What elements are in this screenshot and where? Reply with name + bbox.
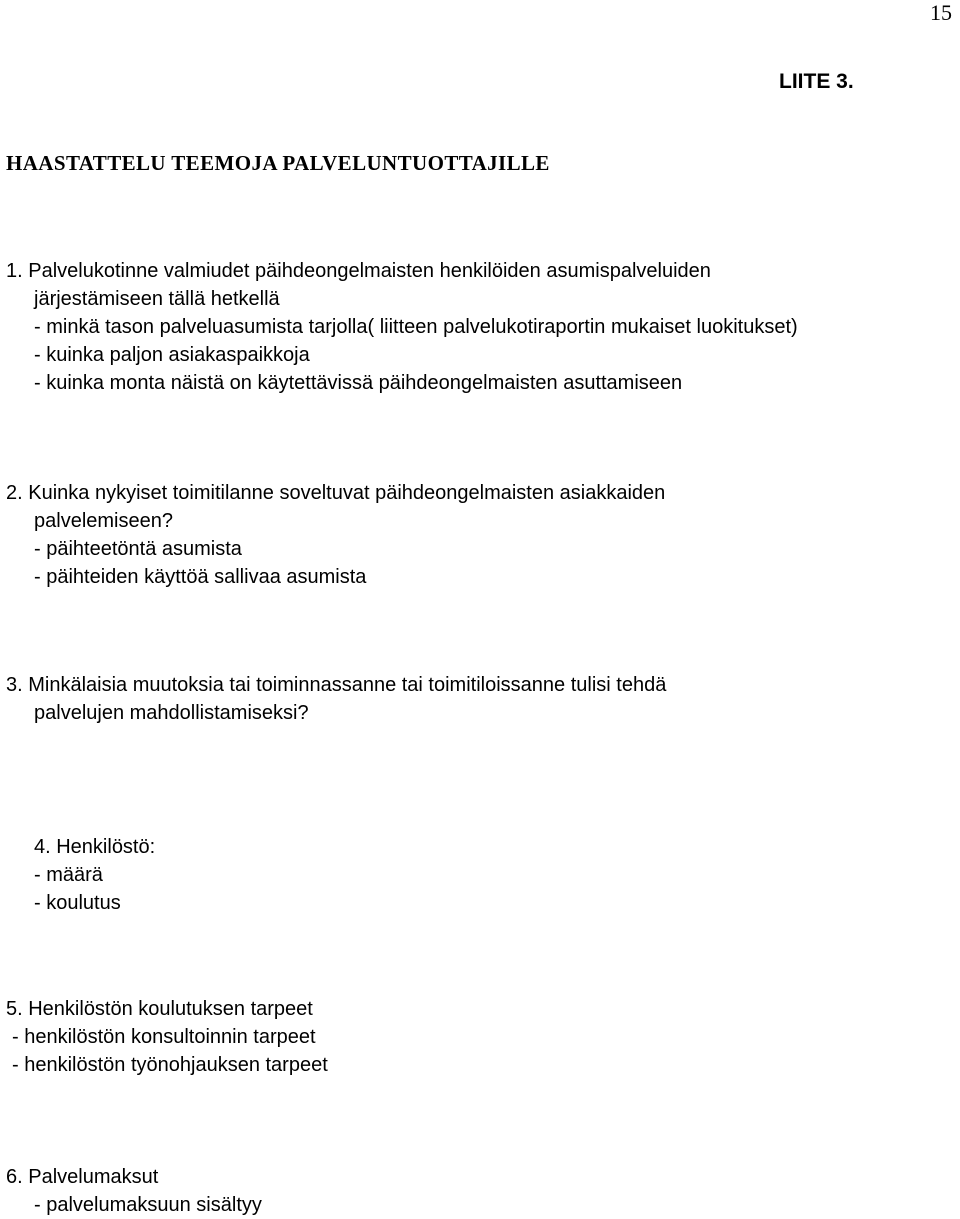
section-2: [6, 479, 665, 591]
section-5: [6, 995, 328, 1079]
document-title: HAASTATTELU TEEMOJA PALVELUNTUOTTAJILLE: [6, 151, 550, 175]
section-4-line: - määrä: [34, 864, 103, 886]
section-1: [6, 257, 798, 397]
section-6-line: - palvelumaksuun sisältyy: [34, 1194, 262, 1216]
section-3-heading: 3. Minkälaisia muutoksia tai toiminnassanne tai toimitiloissanne tulisi tehdä: [6, 674, 667, 696]
section-4-heading: 4. Henkilöstö:: [34, 836, 156, 858]
section-1-heading: 1. Palvelukotinne valmiudet päihdeongelmaisten henkilöiden asumispalveluiden: [6, 260, 711, 282]
section-1-line: - kuinka paljon asiakaspaikkoja: [34, 344, 310, 366]
appendix-label: LIITE 3.: [779, 70, 854, 93]
section-6: [6, 1163, 262, 1219]
section-5-line: - henkilöstön konsultoinnin tarpeet: [12, 1026, 316, 1048]
section-3-line: palvelujen mahdollistamiseksi?: [34, 702, 309, 724]
section-1-line: - kuinka monta näistä on käytettävissä päihdeongelmaisten asuttamiseen: [34, 372, 683, 394]
section-5-line: - henkilöstön työnohjauksen tarpeet: [12, 1054, 328, 1076]
section-2-line: - päihteetöntä asumista: [34, 538, 242, 560]
section-5-heading: 5. Henkilöstön koulutuksen tarpeet: [6, 998, 313, 1020]
section-3: [6, 671, 666, 727]
section-1-line: - minkä tason palveluasumista tarjolla( liitteen palvelukotiraportin mukaiset luokitukset): [34, 316, 798, 338]
section-6-heading: 6. Palvelumaksut: [6, 1166, 159, 1188]
section-2-line: - päihteiden käyttöä sallivaa asumista: [34, 566, 367, 588]
page-number: 15: [930, 0, 952, 25]
section-2-heading: 2. Kuinka nykyiset toimitilanne soveltuvat päihdeongelmaisten asiakkaiden: [6, 482, 666, 504]
section-4: [34, 833, 155, 917]
section-2-line: palvelemiseen?: [34, 510, 173, 532]
section-1-line: järjestämiseen tällä hetkellä: [34, 288, 280, 310]
section-4-line: - koulutus: [34, 892, 121, 914]
